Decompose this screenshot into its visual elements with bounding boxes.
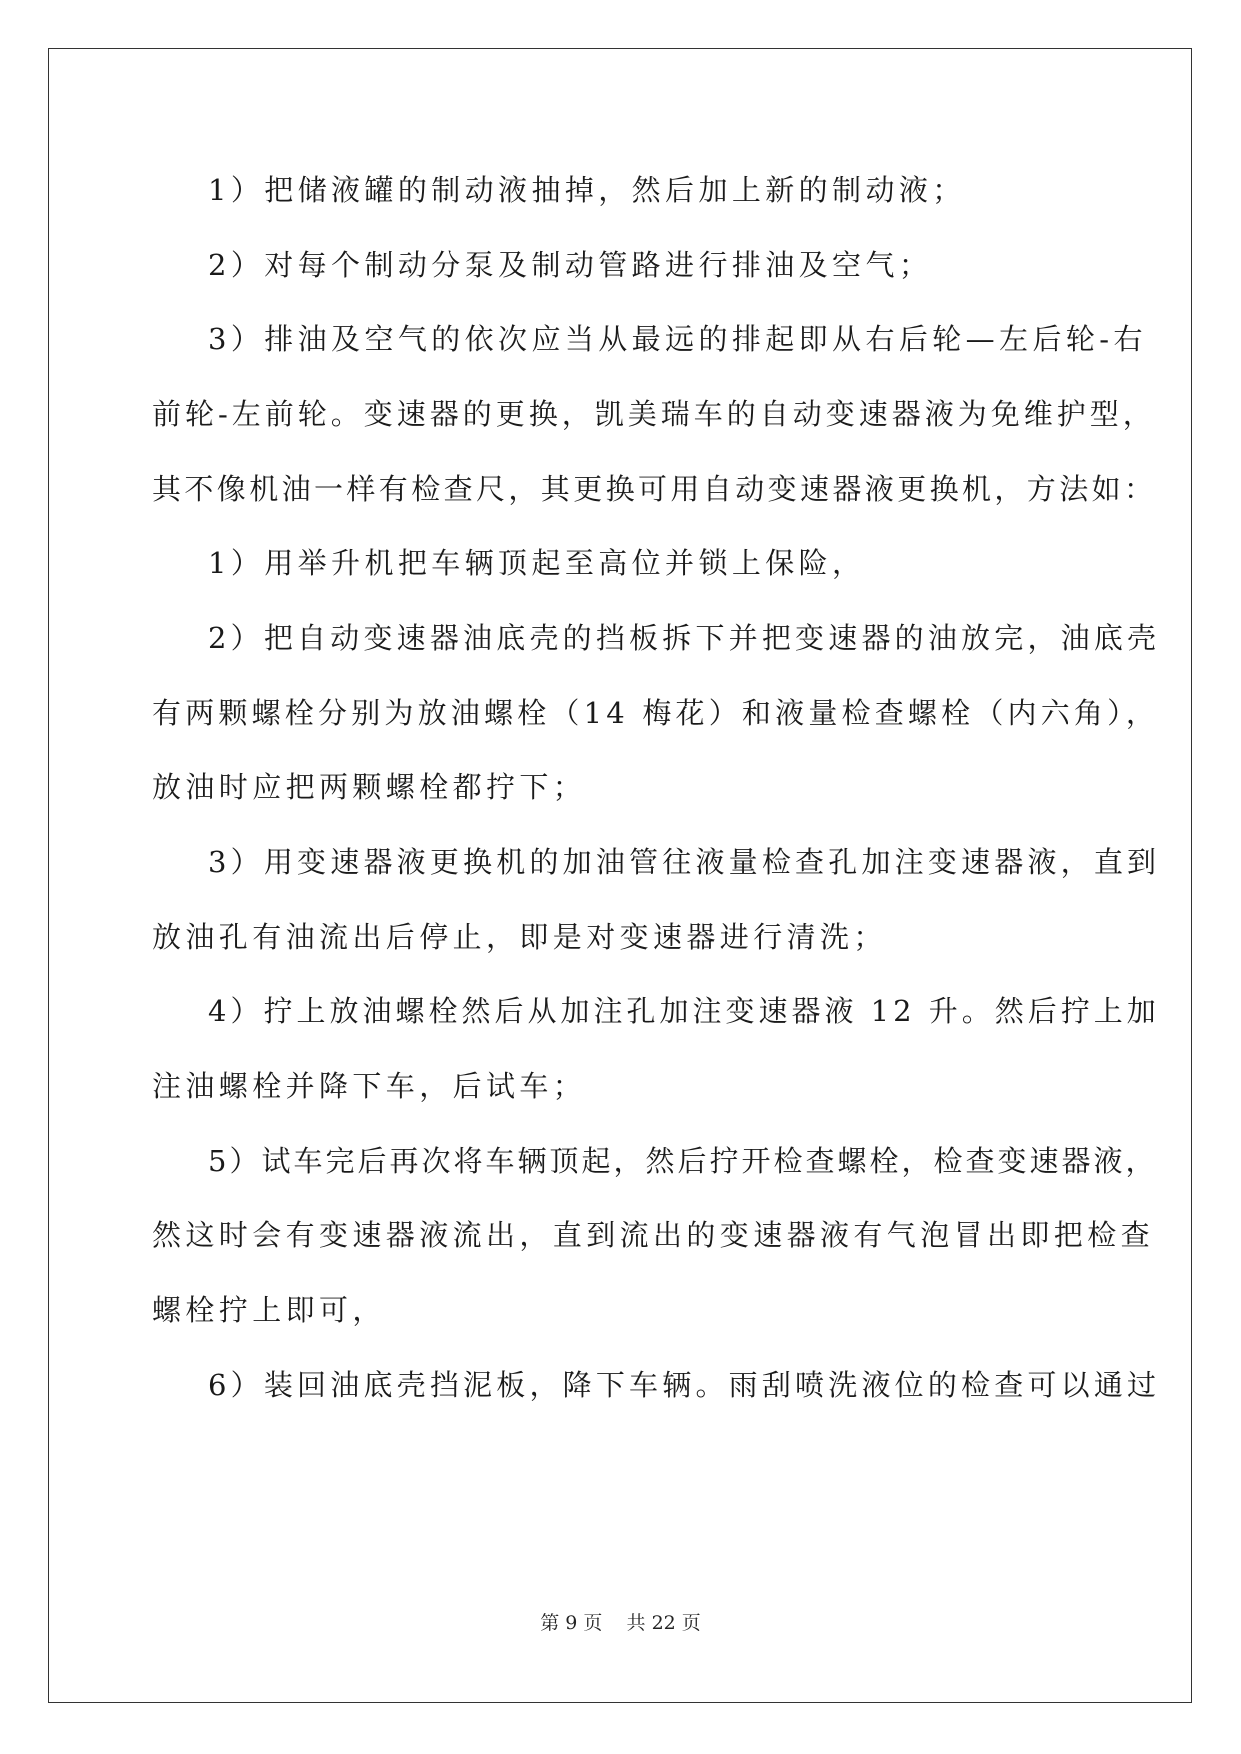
paragraph-line-6: 1）用举升机把车辆顶起至高位并锁上保险，	[208, 546, 866, 580]
paragraph-line-1: 1）把储液罐的制动液抽掉，然后加上新的制动液；	[208, 173, 966, 207]
paragraph-line-15: 然这时会有变速器液流出，直到流出的变速器液有气泡冒出即把检查	[152, 1218, 1155, 1252]
paragraph-line-9: 放油时应把两颗螺栓都拧下；	[152, 770, 587, 804]
paragraph-line-16: 螺栓拧上即可，	[152, 1293, 386, 1327]
paragraph-line-11: 放油孔有油流出后停止，即是对变速器进行清洗；	[152, 920, 887, 954]
paragraph-line-14: 5）试车完后再次将车辆顶起，然后拧开检查螺栓，检查变速器液，	[208, 1144, 1158, 1178]
paragraph-line-10: 3）用变速器液更换机的加油管往液量检查孔加注变速器液，直到	[208, 845, 1161, 879]
paragraph-line-5: 其不像机油一样有检查尺，其更换可用自动变速器液更换机，方法如：	[152, 472, 1157, 506]
paragraph-line-4: 前轮-左前轮。变速器的更换，凯美瑞车的自动变速器液为免维护型，	[152, 397, 1156, 431]
paragraph-line-8: 有两颗螺栓分别为放油螺栓（14 梅花）和液量检查螺栓（内六角），	[152, 696, 1160, 730]
paragraph-line-17: 6）装回油底壳挡泥板，降下车辆。雨刮喷洗液位的检查可以通过	[208, 1368, 1161, 1402]
paragraph-line-3: 3）排油及空气的依次应当从最远的排起即从右后轮—左后轮-右	[208, 322, 1147, 356]
page-number: 第 9 页 共 22 页	[540, 1612, 701, 1634]
paragraph-line-12: 4）拧上放油螺栓然后从加注孔加注变速器液 12 升。然后拧上加	[208, 994, 1160, 1028]
paragraph-line-13: 注油螺栓并降下车，后试车；	[152, 1069, 587, 1103]
paragraph-line-7: 2）把自动变速器油底壳的挡板拆下并把变速器的油放完，油底壳	[208, 621, 1161, 655]
paragraph-line-2: 2）对每个制动分泵及制动管路进行排油及空气；	[208, 248, 933, 282]
